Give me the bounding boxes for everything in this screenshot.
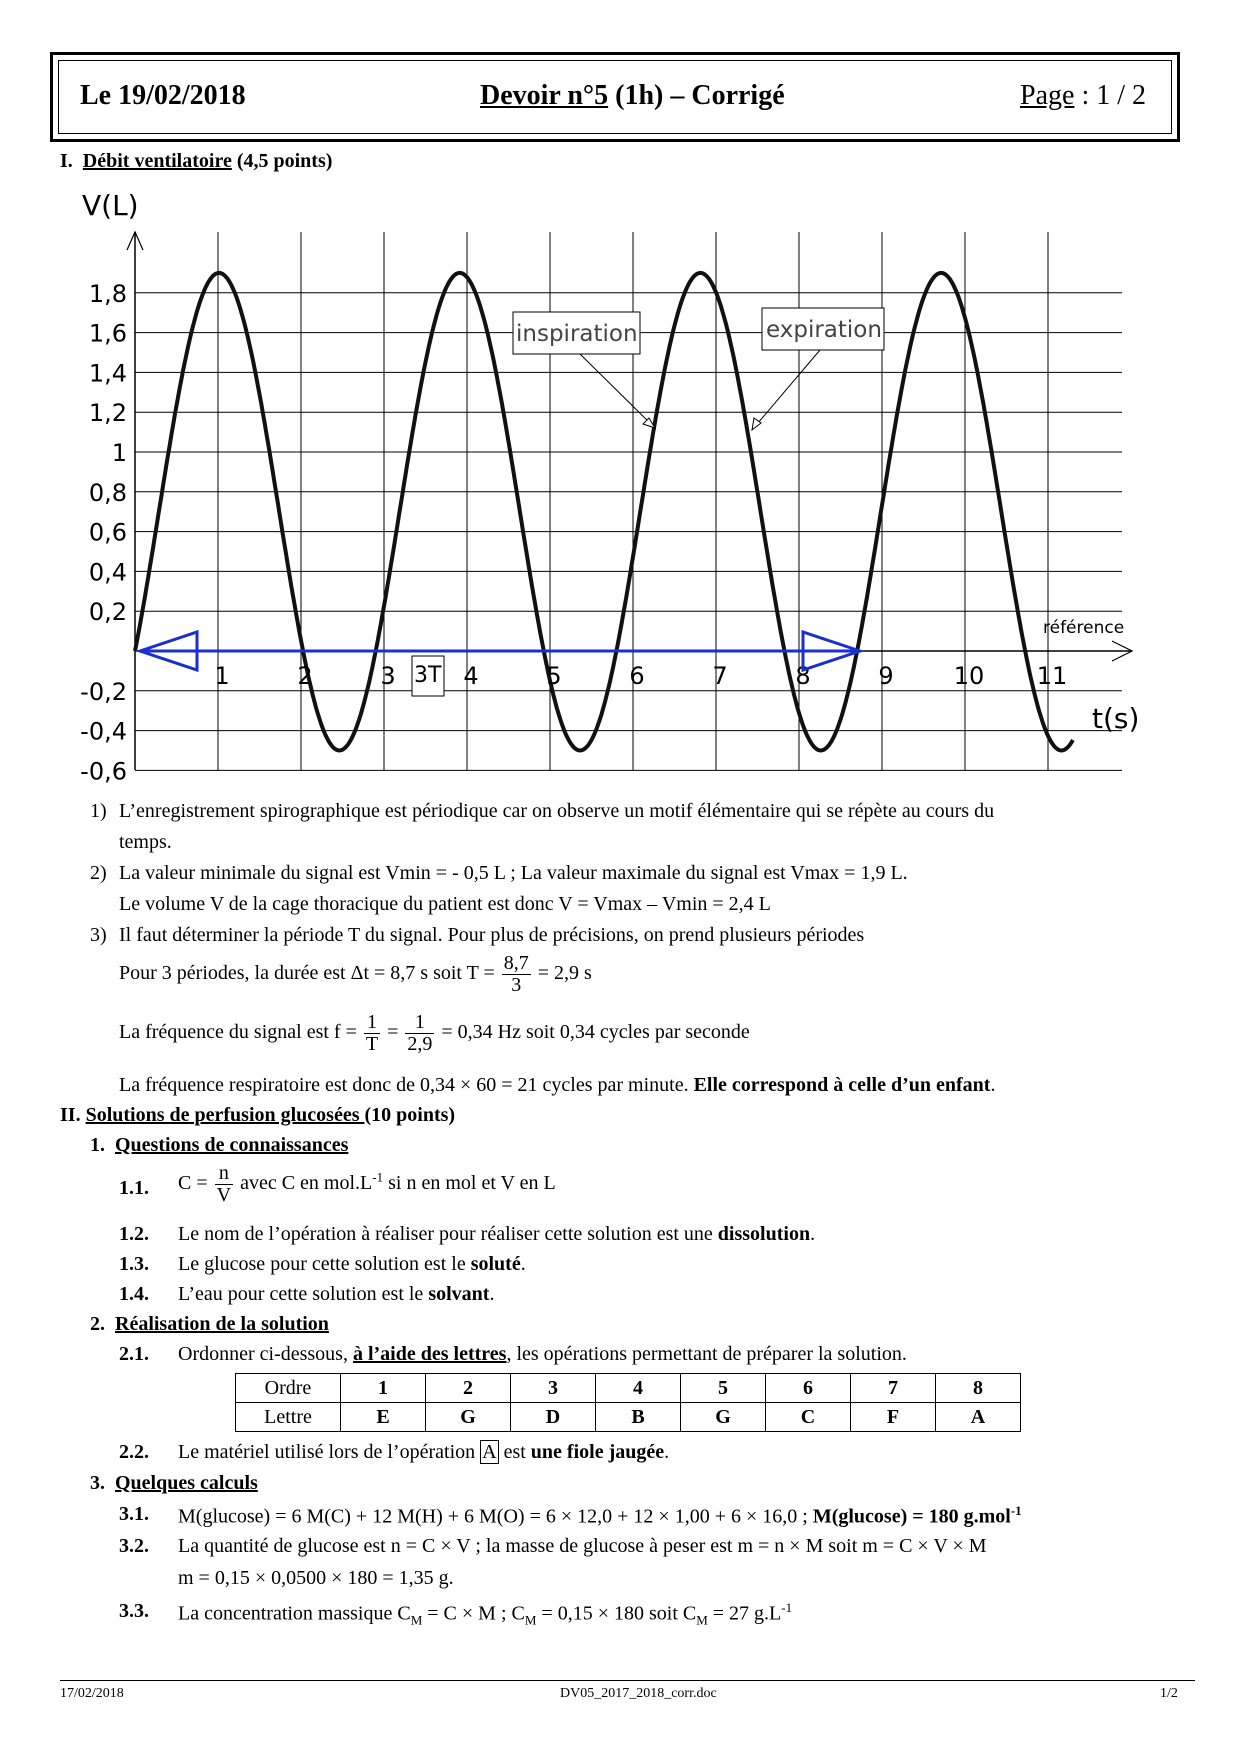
calc-freq-pre: La fréquence du signal est f = [119, 1021, 362, 1044]
calc-freq-fraction2 [405, 1012, 434, 1055]
q14-text [178, 1283, 494, 1306]
q33-text [178, 1600, 792, 1629]
reference-label: référence [1043, 618, 1125, 638]
y-tick-label: -0,6 [80, 757, 127, 786]
header-date: Le 19/02/2018 [80, 80, 246, 111]
q32-line1: La quantité de glucose est n = C × V ; la masse de glucose à peser est m = n × M soit m = C × V × M [178, 1535, 987, 1557]
q14-post: . [489, 1283, 495, 1305]
chart-labels [80, 280, 1067, 786]
order-cell: 3 [511, 1374, 596, 1403]
section1-num: I. [60, 150, 73, 172]
part1-title: Questions de connaissances [115, 1134, 349, 1156]
q12-bold: dissolution [717, 1223, 811, 1245]
q14-pre: L’eau pour cette solution est le [178, 1283, 429, 1305]
y-tick-label: 1,6 [88, 319, 127, 348]
q22-num: 2.2. [119, 1441, 149, 1463]
x-axis-label: t(s) [1092, 702, 1140, 735]
q11-n: n [215, 1163, 233, 1185]
q12-text [178, 1223, 815, 1246]
q33-sup: -1 [781, 1600, 793, 1615]
q31-bold: M(glucose) = 180 g.mol [812, 1505, 1011, 1528]
q21-text [178, 1343, 907, 1366]
answer3-line1: Il faut déterminer la période T du signal. Pour plus de précisions, on prend plusieurs périodes [119, 924, 865, 946]
x-tick-label: 10 [953, 662, 985, 690]
letter-cell: B [596, 1403, 681, 1432]
letter-cell: F [851, 1403, 936, 1432]
y-tick-label: -0,2 [80, 677, 127, 706]
x-tick-label: 9 [878, 662, 894, 690]
y-tick-label: 1,4 [88, 359, 127, 388]
x-tick-label: 3 [380, 662, 396, 690]
q31-sup: -1 [1010, 1503, 1022, 1518]
q13-num: 1.3. [119, 1253, 149, 1275]
order-row-head: Ordre [236, 1374, 341, 1403]
section1-title: Débit ventilatoire [82, 150, 232, 172]
y-tick-label: 1 [111, 439, 127, 467]
footer-filename: DV05_2017_2018_corr.doc [560, 1686, 717, 1701]
q22-bold: une fiole jaugée [530, 1441, 665, 1463]
x-tick-label: 11 [1036, 662, 1068, 690]
part1-num: 1. [90, 1134, 105, 1156]
answer1-line2: temps. [119, 831, 172, 853]
letter-cell: G [681, 1403, 766, 1432]
answer1-line1: L’enregistrement spirographique est périodique car on observe un motif élémentaire qui se répète au cours du [119, 800, 995, 822]
three-t-label: 3T [414, 663, 442, 688]
x-tick-label: 5 [546, 662, 562, 690]
q11-text [178, 1163, 556, 1206]
order-cell: 4 [596, 1374, 681, 1403]
q33-a: La concentration massique C [178, 1602, 411, 1625]
part2-num: 2. [90, 1313, 105, 1335]
letter-row [236, 1403, 1021, 1432]
header-title-main: Devoir n°5 [480, 80, 609, 111]
q22-pre: Le matériel utilisé lors de l’opération [178, 1441, 481, 1463]
q21-bold: à l’aide des lettres [352, 1343, 507, 1365]
calc-period-num: 8,7 [503, 952, 529, 974]
x-tick-label: 2 [297, 662, 313, 690]
q22-text [178, 1441, 669, 1464]
letter-cell: D [511, 1403, 596, 1432]
section1-points: (4,5 points) [231, 150, 333, 172]
letter-row-head: Lettre [236, 1403, 341, 1432]
q14-num: 1.4. [119, 1283, 149, 1305]
answer1-num: 1) [90, 800, 107, 822]
section2-heading [60, 1104, 455, 1127]
calc-resp-bold: Elle correspond à celle d’un enfant [693, 1074, 991, 1096]
order-cell: 6 [766, 1374, 851, 1403]
letter-cell: C [766, 1403, 851, 1432]
order-table [235, 1373, 1021, 1432]
calc-period [119, 953, 592, 996]
calc-freq-eq: = [382, 1021, 404, 1044]
letter-cell: E [341, 1403, 426, 1432]
q11-post: avec C en mol.L [235, 1172, 373, 1195]
y-tick-label: 1,8 [88, 279, 127, 308]
y-tick-label: 0,6 [88, 518, 127, 547]
q11-d: V [216, 1184, 232, 1206]
q12-num: 1.2. [119, 1223, 149, 1245]
expiration-arrowhead [752, 418, 761, 430]
q14-bold: solvant [428, 1283, 490, 1305]
spirogram-chart [0, 0, 1240, 800]
footer-date: 17/02/2018 [60, 1686, 124, 1701]
q32-num: 3.2. [119, 1535, 149, 1557]
q33-num: 3.3. [119, 1600, 149, 1622]
q13-pre: Le glucose pour cette solution est le [178, 1253, 471, 1275]
inspiration-pointer [580, 354, 655, 428]
q11-tail: si n en mol et V en L [383, 1172, 556, 1195]
calc-period-den: 3 [511, 974, 522, 996]
q33-s2: M [524, 1612, 537, 1628]
part1-heading [90, 1134, 348, 1157]
header-page-label: Page [1020, 80, 1075, 111]
section2-points: (10 points) [364, 1104, 456, 1126]
q33-s3: M [696, 1612, 708, 1628]
q13-text [178, 1253, 526, 1276]
y-tick-label: 0,8 [88, 478, 127, 507]
part3-heading [90, 1472, 258, 1495]
order-cell: 8 [936, 1374, 1021, 1403]
calc-period-post: = 2,9 s [532, 962, 592, 985]
part3-title: Quelques calculs [115, 1472, 258, 1494]
calc-resp: La fréquence respiratoire est donc de 0,34 × 60 = 21 cycles par minute. Elle correspond à celle d’un enfant. [119, 1074, 996, 1096]
section2-title: Solutions de perfusion glucosées [85, 1104, 365, 1126]
q33-b: = C × M ; C [422, 1602, 525, 1625]
q21-pre: Ordonner ci-dessous, [178, 1343, 353, 1365]
answer2-num: 2) [90, 862, 107, 884]
expiration-label: expiration [766, 317, 882, 343]
calc-freq-d1: T [365, 1033, 379, 1055]
header-page-value: : 1 / 2 [1074, 80, 1146, 111]
answer3-num: 3) [90, 924, 107, 946]
calc-resp-pre: La fréquence respiratoire est donc de 0,34 × 60 = 21 cycles par minute. [119, 1074, 694, 1096]
order-row [236, 1374, 1021, 1403]
q33-c: = 0,15 × 180 soit C [536, 1602, 697, 1625]
q22-mid: est [498, 1441, 531, 1463]
q32-line2: m = 0,15 × 0,0500 × 180 = 1,35 g. [178, 1567, 454, 1589]
y-axis-label: V(L) [82, 189, 139, 222]
y-tick-label: 0,2 [88, 598, 127, 627]
part2-heading [90, 1313, 329, 1336]
footer-page: 1/2 [1160, 1686, 1178, 1701]
q11-pre: C = [178, 1172, 213, 1195]
q31-text [178, 1503, 1022, 1529]
part2-title: Réalisation de la solution [115, 1313, 329, 1335]
header-title-rest: (1h) – Corrigé [608, 80, 785, 111]
q13-post: . [520, 1253, 526, 1275]
calc-freq-post: = 0,34 Hz soit 0,34 cycles par seconde [436, 1021, 750, 1044]
q33-d: = 27 g.L [707, 1602, 782, 1625]
letter-cell: G [426, 1403, 511, 1432]
calc-freq-d2: 2,9 [407, 1033, 433, 1055]
x-tick-label: 7 [712, 662, 728, 690]
q11-sup: -1 [372, 1169, 384, 1185]
y-tick-label: 0,4 [88, 558, 127, 587]
order-cell: 1 [341, 1374, 426, 1403]
calc-freq-n2: 1 [405, 1012, 434, 1034]
answer2-line1: La valeur minimale du signal est Vmin = - 0,5 L ; La valeur maximale du signal est Vmax = 1,9 L. [119, 862, 908, 884]
order-cell: 7 [851, 1374, 936, 1403]
q21-num: 2.1. [119, 1343, 149, 1365]
inspiration-label: inspiration [516, 321, 638, 347]
calc-freq-n1: 1 [364, 1012, 380, 1034]
q21-post: , les opérations permettant de préparer la solution. [506, 1343, 907, 1365]
expiration-pointer [752, 350, 820, 430]
q31-pre: M(glucose) = 6 M(C) + 12 M(H) + 6 M(O) = 6 × 12,0 + 12 × 1,00 + 6 × 16,0 ; [178, 1505, 813, 1528]
q11-fraction [215, 1163, 233, 1206]
calc-period-fraction [502, 953, 531, 996]
x-tick-label: 6 [629, 662, 645, 690]
q22-post: . [664, 1441, 670, 1463]
q13-bold: soluté [470, 1253, 521, 1275]
order-cell: 2 [426, 1374, 511, 1403]
x-tick-label: 4 [463, 662, 479, 690]
q12-pre: Le nom de l’opération à réaliser pour réaliser cette solution est une [178, 1223, 718, 1245]
section2-num: II. [60, 1104, 81, 1126]
answer2-line2: Le volume V de la cage thoracique du patient est donc V = Vmax – Vmin = 2,4 L [119, 893, 771, 915]
part3-num: 3. [90, 1472, 105, 1494]
calc-period-pre: Pour 3 périodes, la durée est Δt = 8,7 s soit T = [119, 962, 500, 985]
x-tick-label: 1 [214, 662, 230, 690]
y-tick-label: -0,4 [80, 717, 127, 746]
calc-freq [119, 1012, 750, 1055]
y-tick-label: 1,2 [88, 399, 127, 428]
q11-num: 1.1. [119, 1177, 149, 1199]
q12-post: . [810, 1223, 816, 1245]
x-tick-label: 8 [795, 662, 811, 690]
footer-rule [60, 1680, 1195, 1681]
q33-s1: M [410, 1612, 423, 1628]
order-cell: 5 [681, 1374, 766, 1403]
q31-num: 3.1. [119, 1503, 149, 1525]
letter-cell: A [936, 1403, 1021, 1432]
calc-freq-fraction1 [364, 1012, 380, 1055]
q22-boxed: A [482, 1441, 497, 1463]
